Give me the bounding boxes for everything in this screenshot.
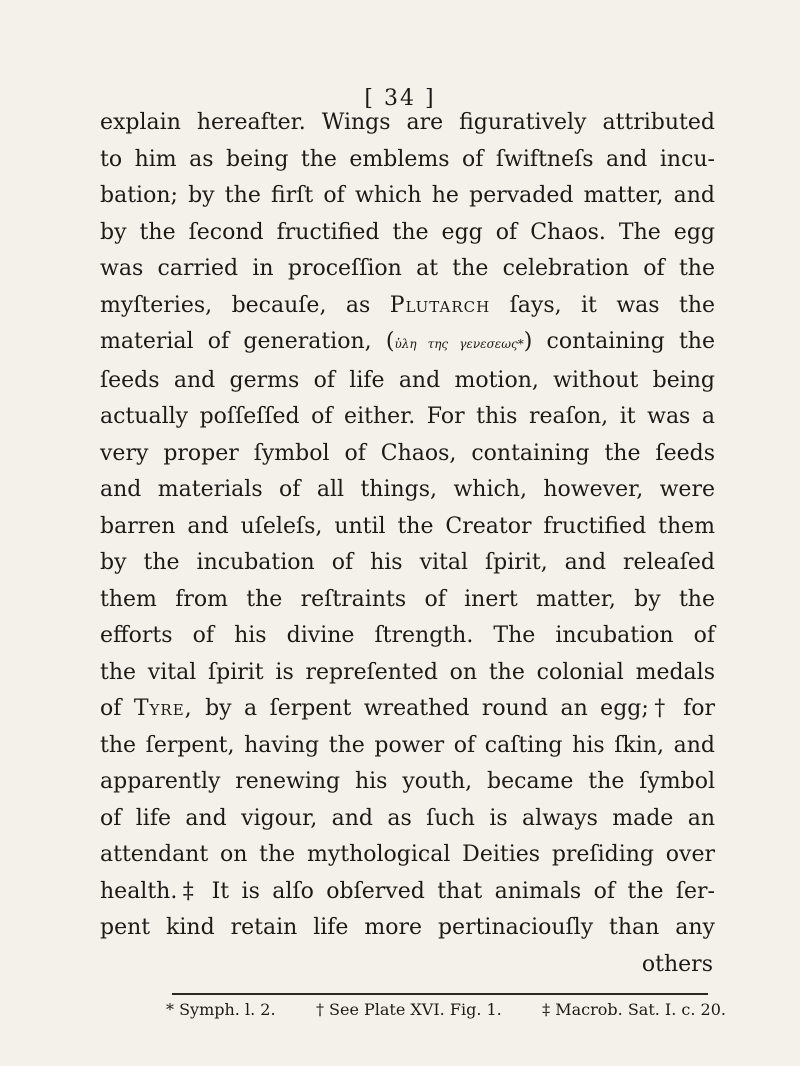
text-line: efforts of his divine ſtrength. The incubation of xyxy=(100,623,715,648)
text-line xyxy=(100,691,715,728)
small-caps-name: Plutarch xyxy=(389,292,491,318)
text-line xyxy=(100,288,715,325)
text-segment: by a ſerpent wreathed round an egg;† for xyxy=(205,696,715,721)
text-line: bation; by the firſt of which he pervaded matter, and xyxy=(100,183,715,208)
text-line: by the incubation of his vital ſpirit, and releaſed xyxy=(100,550,715,575)
text-line: to him as being the emblems of ſwiftneſs and incu- xyxy=(100,146,715,172)
text-line: health.‡ It is alſo obſerved that animals of the ſer- xyxy=(100,878,715,904)
text-line: very proper ſymbol of Chaos, containing the ſeeds xyxy=(100,440,715,466)
text-segment: ) containing the xyxy=(523,329,715,354)
text-line xyxy=(100,324,715,363)
text-line: the vital ſpirit is repreſented on the colonial medals xyxy=(100,659,715,685)
catchword: others xyxy=(641,951,713,977)
text-line: and materials of all things, which, however, were xyxy=(100,477,715,502)
text-line: pent kind retain life more pertinaciouſly than any xyxy=(100,915,715,940)
footnote: ‡ Macrob. Sat. I. c. 20. xyxy=(542,1000,726,1019)
text-line: the ſerpent, having the power of caſting his ſkin, and xyxy=(100,732,715,758)
footnote: * Symph. l. 2. xyxy=(166,1000,276,1019)
text-line: attendant on the mythological Deities preſiding over xyxy=(100,842,715,867)
footnotes xyxy=(166,1000,726,1019)
footnote-rule xyxy=(172,993,708,995)
text-line: actually poſſeſſed of either. For this reaſon, it was a xyxy=(100,404,715,429)
text-line: was carried in proceſſion at the celebration of the xyxy=(100,256,715,281)
text-line: of life and vigour, and as ſuch is always made an xyxy=(100,805,715,831)
small-caps-name: Tyre, xyxy=(133,696,193,721)
text-line: apparently renewing his youth, became the ſymbol xyxy=(100,769,715,794)
text-line: barren and uſeleſs, until the Creator fructified them xyxy=(100,513,715,539)
page-number: [ 34 ] xyxy=(364,86,436,111)
text-line: ſeeds and germs of life and motion, without being xyxy=(100,367,715,393)
greek-phrase: ὑλη της γενεσεως* xyxy=(394,337,524,351)
footnote: † See Plate XVI. Fig. 1. xyxy=(315,1000,502,1019)
text-segment: ſays, it was the xyxy=(509,292,716,318)
text-segment: material of generation, ( xyxy=(100,329,395,354)
text-line: explain hereafter. Wings are figuratively attributed xyxy=(100,110,715,135)
text-segment: of xyxy=(100,696,122,721)
body-text xyxy=(100,105,715,983)
text-line: them from the reſtraints of inert matter, by the xyxy=(100,586,715,612)
text-segment: myſteries, becauſe, as xyxy=(100,292,371,318)
text-line: by the ſecond fructified the egg of Chaos. The egg xyxy=(100,219,715,245)
